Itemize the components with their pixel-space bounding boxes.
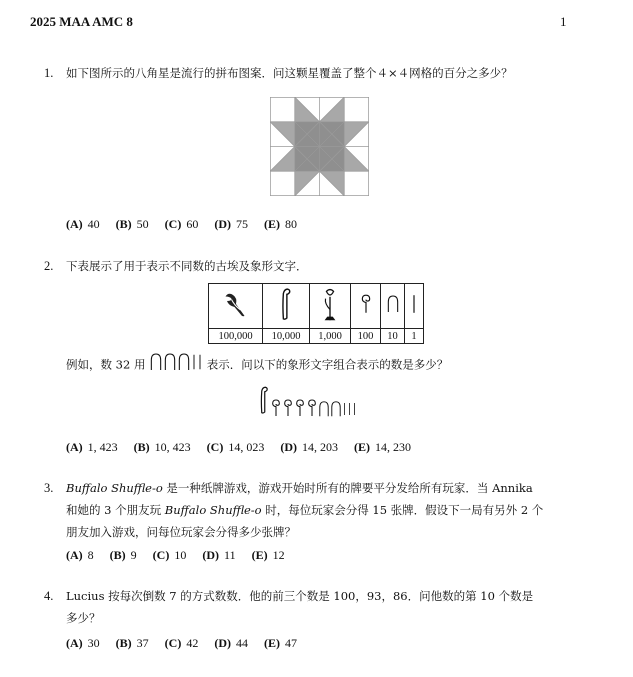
coil-icon — [294, 398, 306, 418]
heel-icon — [318, 400, 330, 418]
table-value: 100,000 — [209, 329, 263, 344]
heel-icon — [177, 352, 191, 372]
choice-b[interactable]: (B) 50 — [115, 217, 149, 231]
table-value: 10 — [381, 329, 405, 344]
question-3-line-1: Buffalo Shuffle-o 是一种纸牌游戏，游戏开始时所有的牌要平分发给所有玩家．当 Annika — [66, 481, 533, 495]
question-4-number: 4. — [44, 589, 54, 603]
choice-c[interactable]: (C) 42 — [164, 636, 199, 650]
finger-icon — [258, 382, 270, 418]
choice-c[interactable]: (C) 14, 023 — [206, 440, 265, 454]
lotus-icon — [321, 286, 339, 322]
choice-e[interactable]: (E) 12 — [251, 548, 285, 562]
heel-icon — [386, 294, 400, 314]
question-2-example — [66, 352, 606, 379]
question-1-number: 1. — [44, 66, 54, 80]
question-4-line-1: Lucius 按每次倒数 7 的方式数数．他的前三个数是 100，93，86．问他数的第 10 个数是 — [66, 589, 534, 603]
example-suffix: 表示．问以下的象形文字组合表示的数是多少？ — [206, 357, 449, 372]
question-2-choices — [66, 440, 424, 455]
question-1-choices — [66, 217, 310, 232]
finger-glyph-cell — [263, 284, 310, 329]
page-number: 1 — [560, 14, 567, 29]
choice-e[interactable]: (E) 80 — [264, 217, 298, 231]
choice-a[interactable]: (A) 8 — [66, 548, 94, 562]
question-2-glyph-combination — [258, 382, 357, 422]
octagram-quilt-figure — [270, 97, 369, 196]
question-4-line-2: 多少？ — [66, 611, 101, 625]
stroke-icon — [197, 352, 203, 372]
choice-d[interactable]: (D) 11 — [202, 548, 236, 562]
question-2-text: 下表展示了用于表示不同数的古埃及象形文字． — [66, 259, 308, 273]
lotus-glyph-cell — [310, 284, 351, 329]
choice-b[interactable]: (B) 9 — [109, 548, 137, 562]
question-2-number: 2. — [44, 259, 54, 273]
question-3-choices — [66, 548, 298, 563]
heel-icon — [149, 352, 163, 372]
stroke-glyph-cell — [405, 284, 424, 329]
tadpole-icon — [221, 287, 251, 321]
question-3-number: 3. — [44, 481, 54, 495]
grid-lines — [270, 97, 369, 196]
game-title: Buffalo Shuffle-o — [164, 503, 262, 517]
table-value: 1 — [405, 329, 424, 344]
choice-b[interactable]: (B) 37 — [115, 636, 149, 650]
stroke-icon — [352, 400, 357, 418]
heel-glyph-cell — [381, 284, 405, 329]
heel-icon — [163, 352, 177, 372]
coil-icon — [359, 293, 373, 315]
heel-icon — [330, 400, 342, 418]
choice-d[interactable]: (D) 14, 203 — [280, 440, 339, 454]
coil-icon — [306, 398, 318, 418]
choice-c[interactable]: (C) 60 — [164, 217, 199, 231]
question-4-choices — [66, 636, 310, 651]
finger-icon — [279, 286, 293, 322]
stroke-icon — [410, 293, 418, 315]
choice-d[interactable]: (D) 75 — [214, 217, 249, 231]
example-prefix: 例如，数 32 用 — [66, 357, 146, 372]
game-title: Buffalo Shuffle-o — [66, 481, 163, 495]
choice-a[interactable]: (A) 30 — [66, 636, 100, 650]
header-title: 2025 MAA AMC 8 — [30, 14, 133, 29]
coil-glyph-cell — [351, 284, 381, 329]
question-1-text: 如下图所示的八角星是流行的拼布图案．问这颗星覆盖了整个４×４网格的百分之多少？ — [66, 66, 513, 80]
question-3-text — [66, 477, 611, 543]
choice-a[interactable]: (A) 40 — [66, 217, 100, 231]
choice-a[interactable]: (A) 1, 423 — [66, 440, 118, 454]
table-value: 1,000 — [310, 329, 351, 344]
choice-d[interactable]: (D) 44 — [214, 636, 249, 650]
choice-e[interactable]: (E) 47 — [264, 636, 298, 650]
choice-c[interactable]: (C) 10 — [152, 548, 187, 562]
question-3-line-3: 朋友加入游戏，问每位玩家会分得多少张牌？ — [66, 525, 296, 539]
choice-b[interactable]: (B) 10, 423 — [133, 440, 191, 454]
question-4-text — [66, 585, 611, 629]
choice-e[interactable]: (E) 14, 230 — [354, 440, 412, 454]
table-value: 10,000 — [263, 329, 310, 344]
coil-icon — [282, 398, 294, 418]
question-3-line-2: 和她的 3 个朋友玩 Buffalo Shuffle-o 时，每位玩家会分得 15 张牌．假设下一局有另外 2 个 — [66, 503, 544, 517]
example-32-glyphs — [149, 352, 203, 379]
coil-icon — [270, 398, 282, 418]
table-value: 100 — [351, 329, 381, 344]
tadpole-glyph-cell — [209, 284, 263, 329]
hieroglyph-table — [208, 283, 424, 344]
